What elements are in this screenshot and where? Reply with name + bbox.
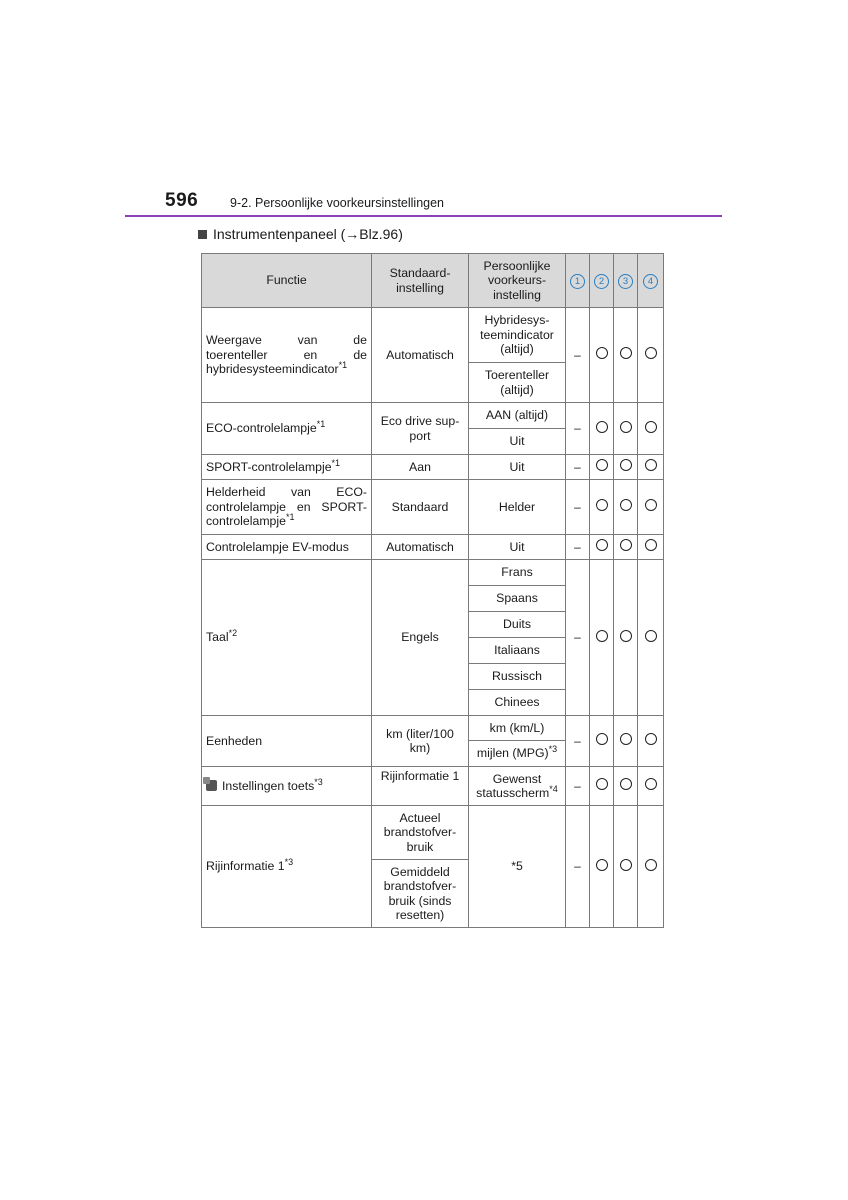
option-cell: Gewenst statusscherm$^{*4}$ [469, 767, 566, 806]
table-row [202, 535, 664, 560]
mark-cell [638, 308, 664, 403]
circle-mark-icon [596, 733, 608, 745]
circle-mark-icon [596, 630, 608, 642]
table-row [202, 560, 664, 586]
mark-cell [590, 560, 614, 716]
mark-cell [590, 535, 614, 560]
settings-key-icon [206, 780, 217, 791]
section-title: 9-2. Persoonlijke voorkeursinstellingen [230, 196, 445, 210]
mark-cell [614, 716, 638, 767]
mark-cell [590, 767, 614, 806]
table-row [202, 806, 664, 860]
option-cell: Uit [469, 455, 566, 480]
circle-mark-icon [620, 733, 632, 745]
dash-cell: – [566, 560, 590, 716]
mark-cell [614, 480, 638, 535]
option-cell: Russisch [469, 664, 566, 690]
subsection-heading [198, 226, 403, 242]
table-row [202, 455, 664, 480]
circled-number-2: 2 [594, 274, 609, 289]
dash-cell: – [566, 535, 590, 560]
circle-mark-icon [645, 459, 657, 471]
square-bullet-icon [198, 230, 207, 239]
mark-cell [638, 480, 664, 535]
option-cell: Duits [469, 612, 566, 638]
option-cell: mijlen (MPG)$^{*3}$ [469, 741, 566, 767]
mark-cell [638, 403, 664, 455]
mark-cell [614, 403, 638, 455]
circled-number-3: 3 [618, 274, 633, 289]
dash-cell: – [566, 403, 590, 455]
table-row [202, 767, 664, 806]
option-cell: Chinees [469, 690, 566, 716]
circle-mark-icon [645, 539, 657, 551]
default-cell: km (liter/100 km) [372, 716, 469, 767]
mark-cell [614, 767, 638, 806]
dash-cell: – [566, 480, 590, 535]
default-cell: Gemiddeld brandstofver-bruik (sinds resetten) [372, 860, 469, 928]
circled-number-4: 4 [643, 274, 658, 289]
option-cell: AAN (altijd) [469, 403, 566, 429]
mark-cell [638, 767, 664, 806]
circle-mark-icon [645, 421, 657, 433]
mark-cell [590, 480, 614, 535]
circle-mark-icon [620, 859, 632, 871]
function-cell: Controlelampje EV-modus [202, 535, 372, 560]
mark-cell [590, 806, 614, 928]
circle-mark-icon [645, 347, 657, 359]
mark-cell [614, 560, 638, 716]
mark-cell [638, 806, 664, 928]
circle-mark-icon [620, 421, 632, 433]
circle-mark-icon [645, 859, 657, 871]
circle-mark-icon [645, 778, 657, 790]
circle-mark-icon [596, 539, 608, 551]
option-cell: Helder [469, 480, 566, 535]
circle-mark-icon [596, 499, 608, 511]
table-row [202, 480, 664, 535]
function-cell: Helderheid van ECO-controlelampje en SPORT-controlelampje$^{*1}$ [202, 480, 372, 535]
circle-mark-icon [620, 630, 632, 642]
option-cell: *5 [469, 806, 566, 928]
header-rule [125, 215, 722, 217]
function-cell: Taal$^{*2}$ [202, 560, 372, 716]
circled-number-1: 1 [570, 274, 585, 289]
default-cell: Standaard [372, 480, 469, 535]
mark-cell [590, 308, 614, 403]
dash-cell: – [566, 716, 590, 767]
default-cell: Automatisch [372, 535, 469, 560]
circle-mark-icon [645, 733, 657, 745]
function-cell: Rijinformatie 1$^{*3}$ [202, 806, 372, 928]
mark-cell [590, 716, 614, 767]
table-row [202, 403, 664, 429]
option-cell: km (km/L) [469, 716, 566, 741]
page-number: 596 [165, 190, 199, 211]
circle-mark-icon [596, 347, 608, 359]
circle-mark-icon [620, 347, 632, 359]
mark-cell [614, 535, 638, 560]
mark-cell [590, 403, 614, 455]
dash-cell: – [566, 455, 590, 480]
mark-cell [590, 455, 614, 480]
mark-cell [614, 308, 638, 403]
mark-cell [638, 560, 664, 716]
subsection-title: Instrumentenpaneel (→Blz.96) [213, 226, 403, 242]
option-cell: Frans [469, 560, 566, 586]
default-cell: Actueel brandstofver-bruik [372, 806, 469, 860]
circle-mark-icon [596, 459, 608, 471]
default-cell: Eco drive sup-port [372, 403, 469, 455]
function-cell: ECO-controlelampje$^{*1}$ [202, 403, 372, 455]
table-header-row [202, 254, 664, 308]
table-row [202, 308, 664, 363]
circle-mark-icon [596, 859, 608, 871]
default-cell: Automatisch [372, 308, 469, 403]
function-cell: Instellingen toets$^{*3}$ [202, 767, 372, 806]
circle-mark-icon [620, 539, 632, 551]
header-standaard: Standaard-instelling [372, 254, 469, 308]
default-cell: Engels [372, 560, 469, 716]
mark-cell [614, 455, 638, 480]
mark-cell [638, 716, 664, 767]
circle-mark-icon [620, 778, 632, 790]
header-col-2 [590, 254, 614, 308]
option-cell: Uit [469, 429, 566, 455]
option-cell: Uit [469, 535, 566, 560]
settings-table [201, 253, 664, 928]
dash-cell: – [566, 806, 590, 928]
header-col-3 [614, 254, 638, 308]
dash-cell: – [566, 308, 590, 403]
circle-mark-icon [620, 459, 632, 471]
option-cell: Toerenteller (altijd) [469, 363, 566, 403]
circle-mark-icon [596, 421, 608, 433]
circle-mark-icon [645, 630, 657, 642]
option-cell: Italiaans [469, 638, 566, 664]
header-persoonlijk: Persoonlijke voorkeurs-instelling [469, 254, 566, 308]
default-cell: Aan [372, 455, 469, 480]
mark-cell [638, 535, 664, 560]
default-cell: Rijinformatie 1 [372, 767, 469, 806]
dash-cell: – [566, 767, 590, 806]
option-cell: Spaans [469, 586, 566, 612]
function-cell: SPORT-controlelampje$^{*1}$ [202, 455, 372, 480]
function-cell: Weergave van de toerenteller en de hybridesysteemindicator$^{*1}$ [202, 308, 372, 403]
mark-cell [638, 455, 664, 480]
function-cell: Eenheden [202, 716, 372, 767]
header-functie: Functie [202, 254, 372, 308]
header-col-1 [566, 254, 590, 308]
circle-mark-icon [596, 778, 608, 790]
header-col-4 [638, 254, 664, 308]
option-cell: Hybridesys-teemindicator (altijd) [469, 308, 566, 363]
circle-mark-icon [645, 499, 657, 511]
table-row [202, 716, 664, 741]
mark-cell [614, 806, 638, 928]
circle-mark-icon [620, 499, 632, 511]
